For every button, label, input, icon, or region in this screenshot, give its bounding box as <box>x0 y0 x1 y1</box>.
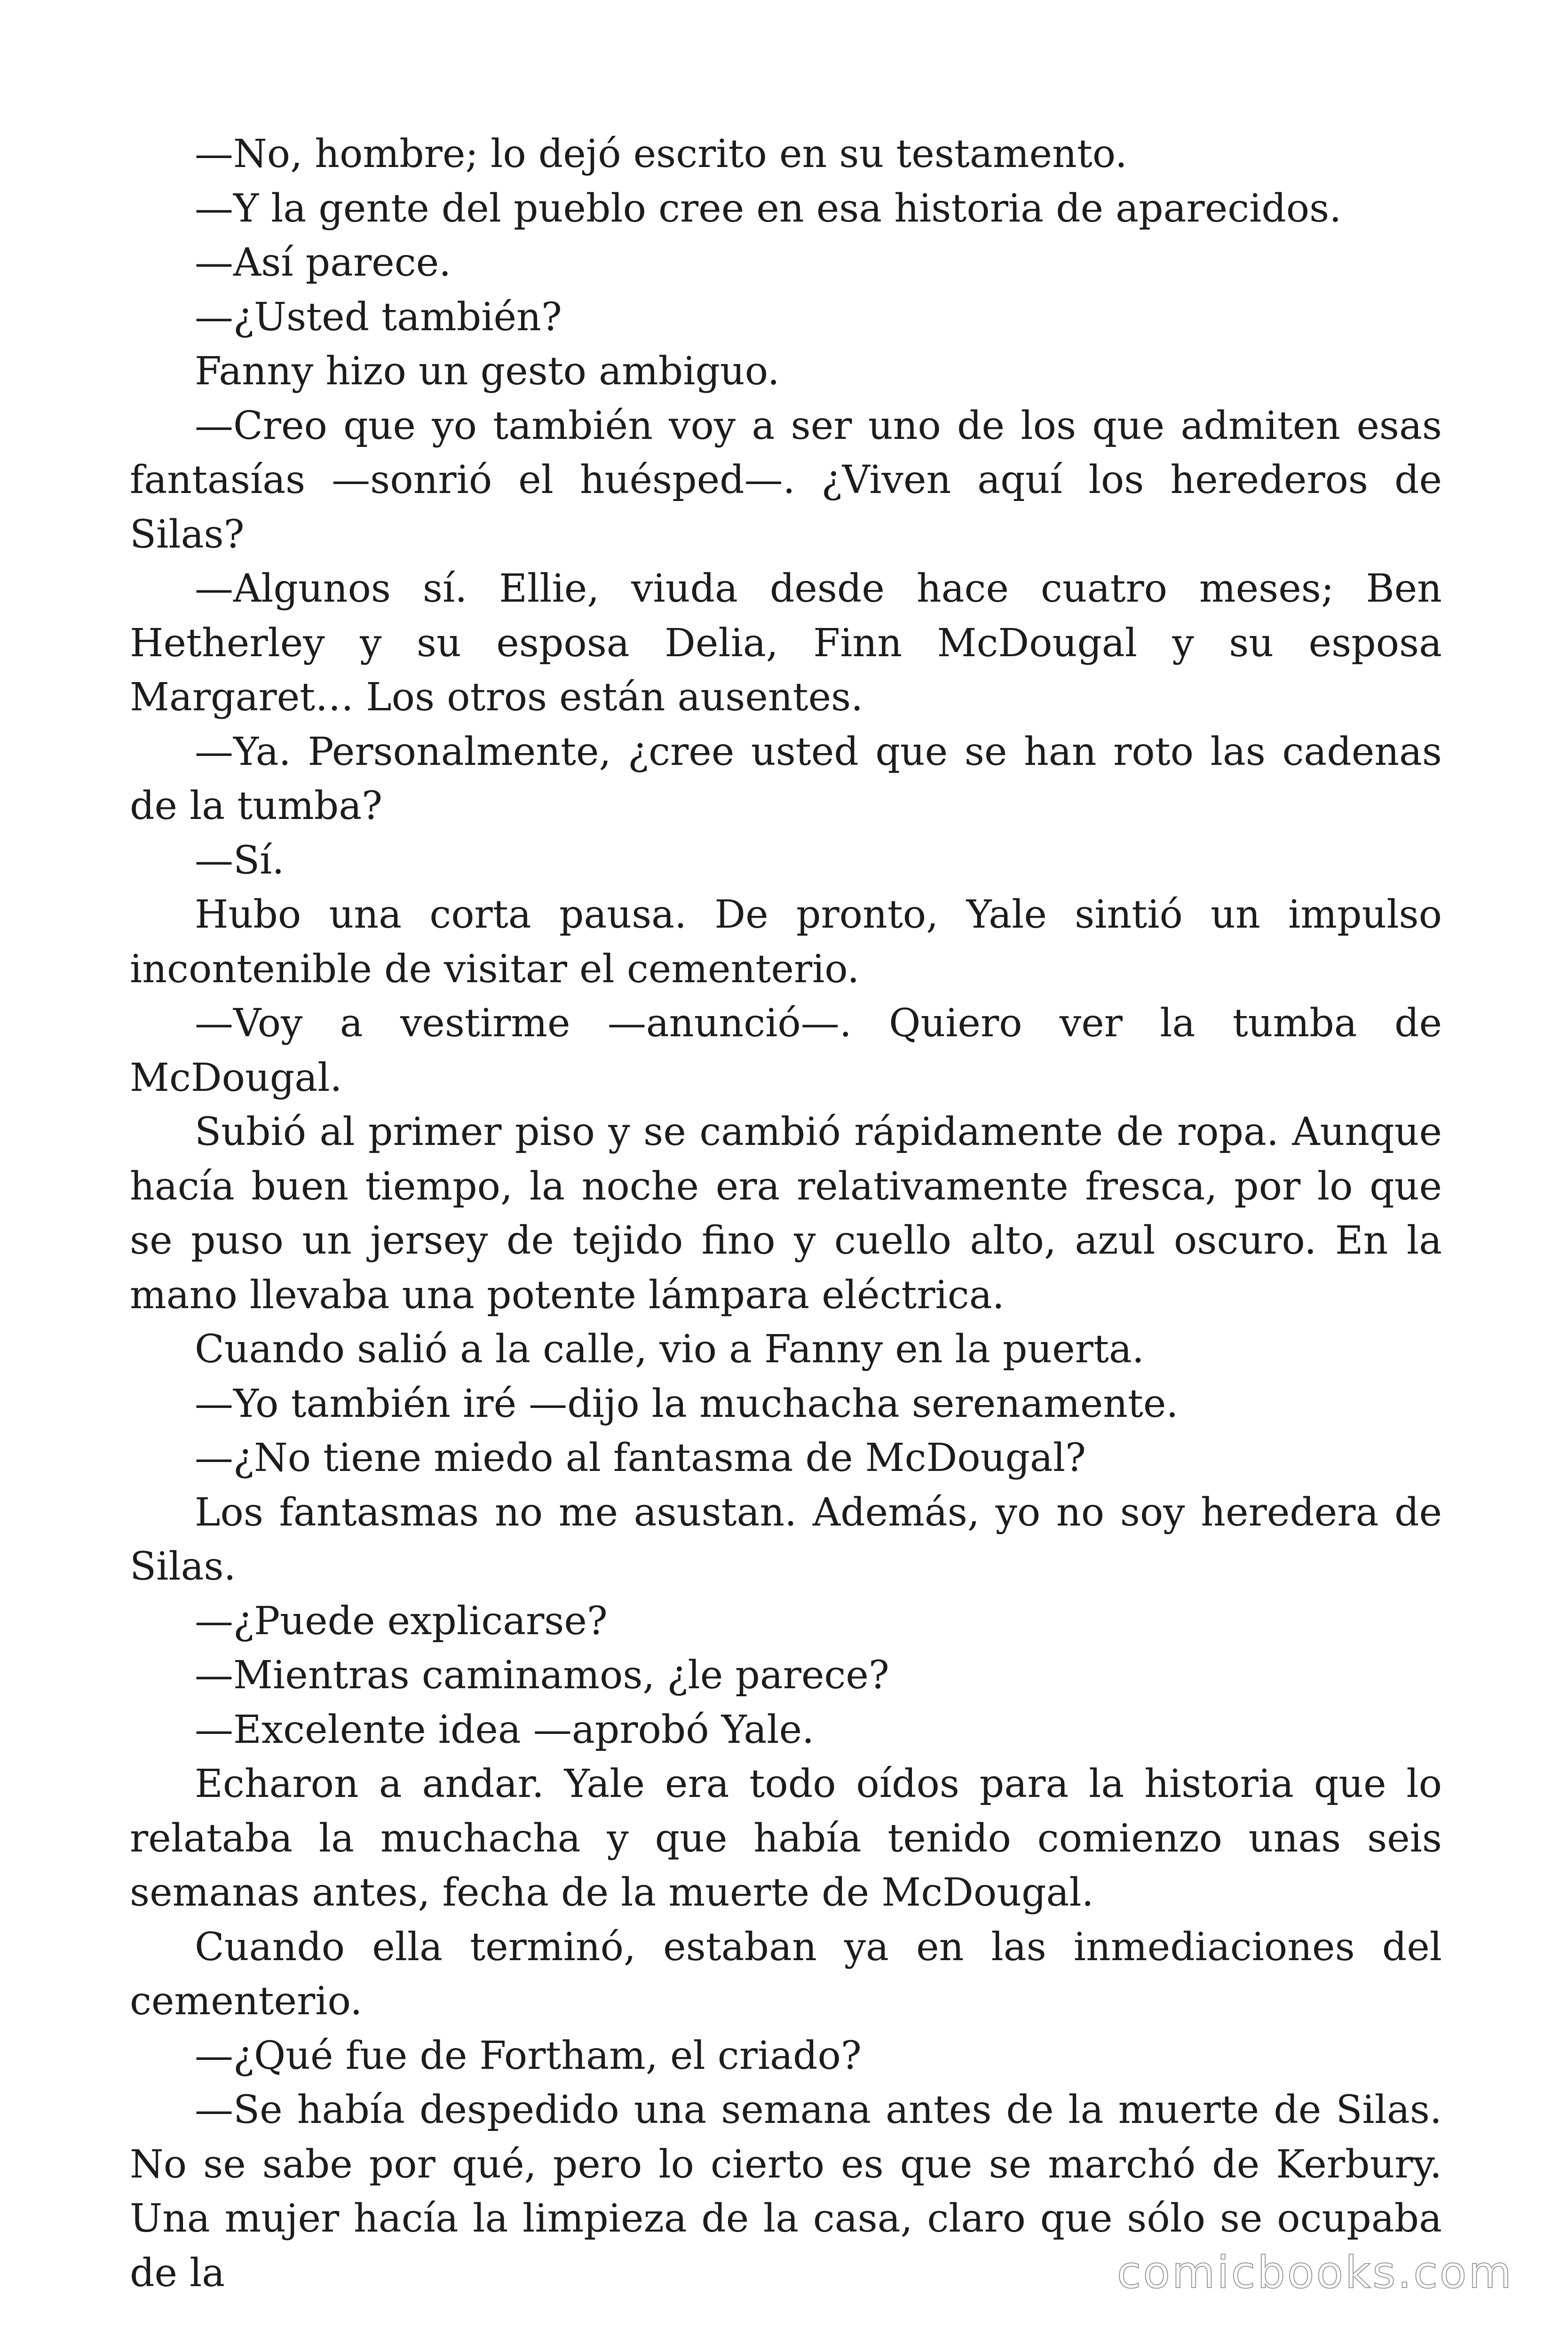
paragraph: —Así parece. <box>195 240 451 285</box>
paragraph: —Voy a vestirme —anunció—. Quiero ver la tumba de McDougal. <box>130 1001 1442 1100</box>
paragraph: —Ya. Personalmente, ¿cree usted que se han roto las cadenas de la tumba? <box>130 729 1442 828</box>
paragraph: —¿Puede explicarse? <box>195 1598 608 1644</box>
paragraph: —Se había despedido una semana antes de la muerte de Silas. No se sabe por qué, pero lo cierto es que se marchó de Kerbury. Una mujer hacía la limpieza de la casa, claro que sólo se ocupaba de la <box>130 2088 1442 2296</box>
paragraph: —Creo que yo también voy a ser uno de los que admiten esas fantasías —sonrió el huésped—. ¿Viven aquí los herederos de Silas? <box>130 403 1442 557</box>
paragraph: —¿Qué fue de Fortham, el criado? <box>195 2033 862 2078</box>
paragraph: Hubo una corta pausa. De pronto, Yale sintió un impulso incontenible de visitar el cementerio. <box>130 892 1442 992</box>
paragraph: Cuando salió a la calle, vio a Fanny en la puerta. <box>195 1327 1144 1372</box>
paragraph: —¿Usted también? <box>195 294 562 340</box>
paragraph: —Y la gente del pueblo cree en esa historia de aparecidos. <box>195 186 1342 231</box>
watermark: comicbooks.com <box>1117 2247 1513 2298</box>
paragraph: —Excelente idea —aprobó Yale. <box>195 1707 815 1752</box>
paragraph: Fanny hizo un gesto ambiguo. <box>195 349 780 394</box>
paragraph: —¿No tiene miedo al fantasma de McDougal? <box>195 1436 1086 1480</box>
page-text <box>130 127 1442 2300</box>
paragraph: —No, hombre; lo dejó escrito en su testamento. <box>195 132 1127 176</box>
paragraph: —Sí. <box>195 838 285 883</box>
paragraph: Subió al primer piso y se cambió rápidamente de ropa. Aunque hacía buen tiempo, la noche era relativamente fresca, por lo que se puso un jersey de tejido fino y cuello alto, azul oscuro. En la mano llevaba una potente lámpara eléctrica. <box>130 1110 1442 1318</box>
paragraph: —Algunos sí. Ellie, viuda desde hace cuatro meses; Ben Hetherley y su esposa Delia, Finn McDougal y su esposa Margaret… Los otros están ausentes. <box>130 566 1442 720</box>
paragraph: —Mientras caminamos, ¿le parece? <box>195 1653 889 1698</box>
paragraph: Los fantasmas no me asustan. Además, yo no soy heredera de Silas. <box>130 1490 1442 1589</box>
paragraph: Cuando ella terminó, estaban ya en las inmediaciones del cementerio. <box>130 1924 1442 2024</box>
paragraph: Echaron a andar. Yale era todo oídos para la historia que lo relataba la muchacha y que había tenido comienzo unas seis semanas antes, fecha de la muerte de McDougal. <box>130 1762 1442 1915</box>
paragraph: —Yo también iré —dijo la muchacha serenamente. <box>195 1381 1179 1426</box>
